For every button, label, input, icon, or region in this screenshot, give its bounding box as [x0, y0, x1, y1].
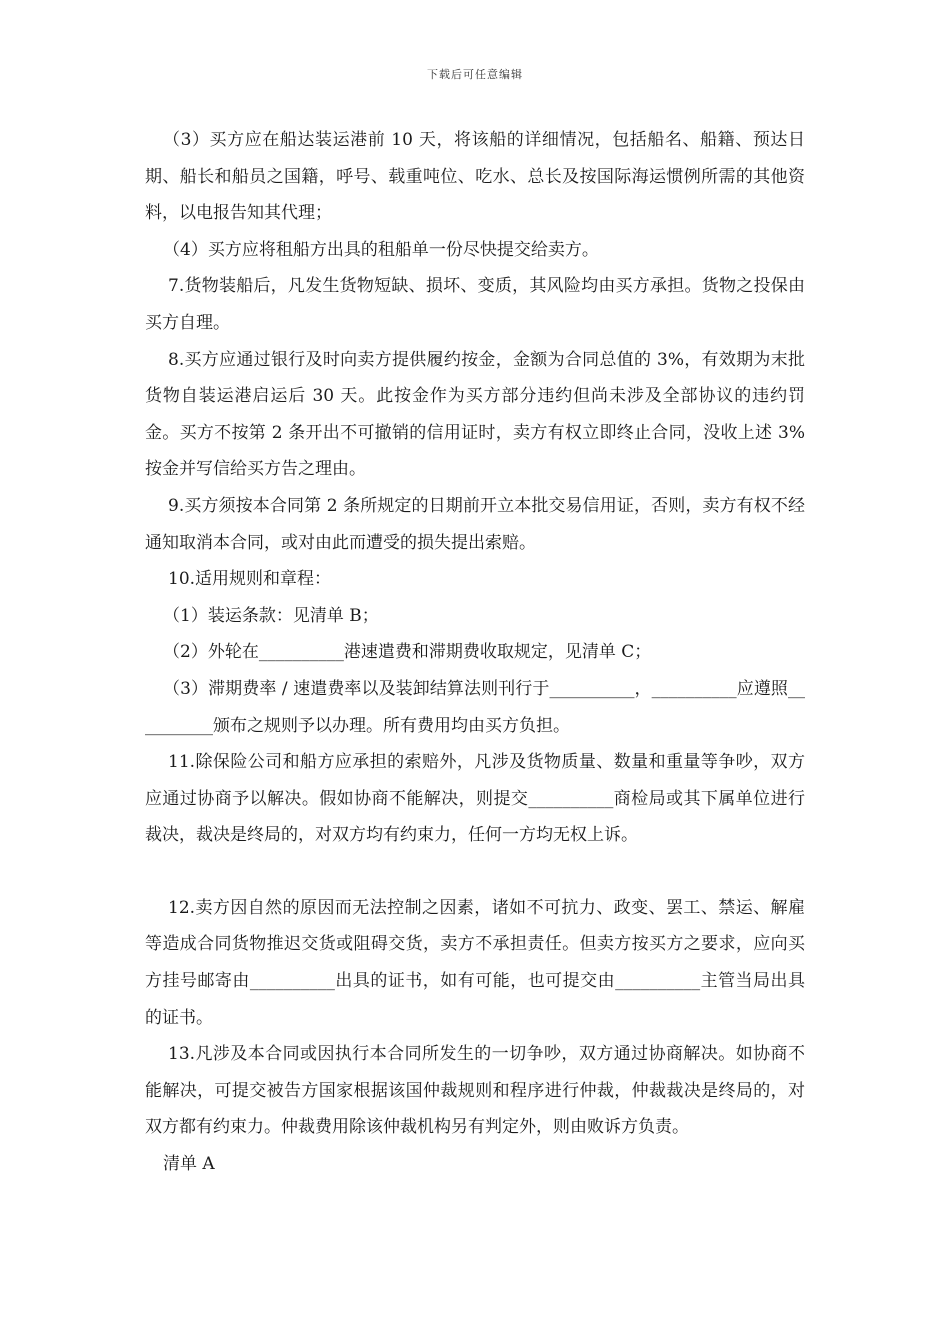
paragraph-gap: [145, 854, 805, 890]
paragraph-clause-10-3: （3）滞期费率 / 速遣费率以及装卸结算法则刊行于__________，__________应遵照__________颁布之规则予以办理。所有费用均由买方负担。: [145, 678, 805, 736]
paragraph-clause-11: 11.除保险公司和船方应承担的索赔外，凡涉及货物质量、数量和重量等争吵，双方应通过协商予以解决。假如协商不能解决，则提交__________商检局或其下属单位进行裁决，裁决是终局的，对双方均有约束力，任何一方均无权上诉。: [145, 752, 805, 846]
page-header-note: 下载后可任意编辑: [427, 68, 523, 81]
paragraph-clause-8: 8.买方应通过银行及时向卖方提供履约按金，金额为合同总值的 3%，有效期为末批货物自装运港启运后 30 天。此按金作为买方部分违约但尚未涉及全部协议的违约罚金。买方不按第 2 条开出不可撤销的信用证时，卖方有权立即终止合同，没收上述 3%按金并写信给买方告之理由。: [145, 349, 805, 480]
paragraph-clause-9: 9.买方须按本合同第 2 条所规定的日期前开立本批交易信用证，否则，卖方有权不经通知取消本合同，或对由此而遭受的损失提出索赔。: [145, 495, 805, 553]
paragraph-clause-12: 12.卖方因自然的原因而无法控制之因素，诸如不可抗力、政变、罢工、禁运、解雇等造成合同货物推迟交货或阻碍交货，卖方不承担责任。但卖方按买方之要求，应向买方挂号邮寄由__________出具的证书，如有可能，也可提交由__________主管当局出具的证书。: [145, 897, 805, 1028]
document-body: [145, 122, 805, 1183]
paragraph-clause-13: 13.凡涉及本合同或因执行本合同所发生的一切争吵，双方通过协商解决。如协商不能解决，可提交被告方国家根据该国仲裁规则和程序进行仲裁，仲裁裁决是终局的，对双方都有约束力。仲裁费用除该仲裁机构另有判定外，则由败诉方负责。: [145, 1044, 805, 1138]
paragraph-clause-7: 7.货物装船后，凡发生货物短缺、损坏、变质，其风险均由买方承担。货物之投保由买方自理。: [145, 276, 805, 333]
list-a-heading: 清单 A: [163, 1154, 215, 1175]
paragraph-clause-10: 10.适用规则和章程：: [168, 569, 332, 590]
paragraph-clause-6-4: （4）买方应将租船方出具的租船单一份尽快提交给卖方。: [163, 239, 599, 260]
paragraph-clause-6-3: （3）买方应在船达装运港前 10 天，将该船的详细情况，包括船名、船籍、预达日期、船长和船员之国籍，呼号、载重吨位、吃水、总长及按国际海运惯例所需的其他资料，以电报告知其代理；: [145, 130, 805, 224]
paragraph-clause-10-2: （2）外轮在__________港速遣费和滞期费收取规定，见清单 C；: [163, 642, 652, 663]
paragraph-clause-10-1: （1）装运条款：见清单 B；: [163, 605, 379, 626]
